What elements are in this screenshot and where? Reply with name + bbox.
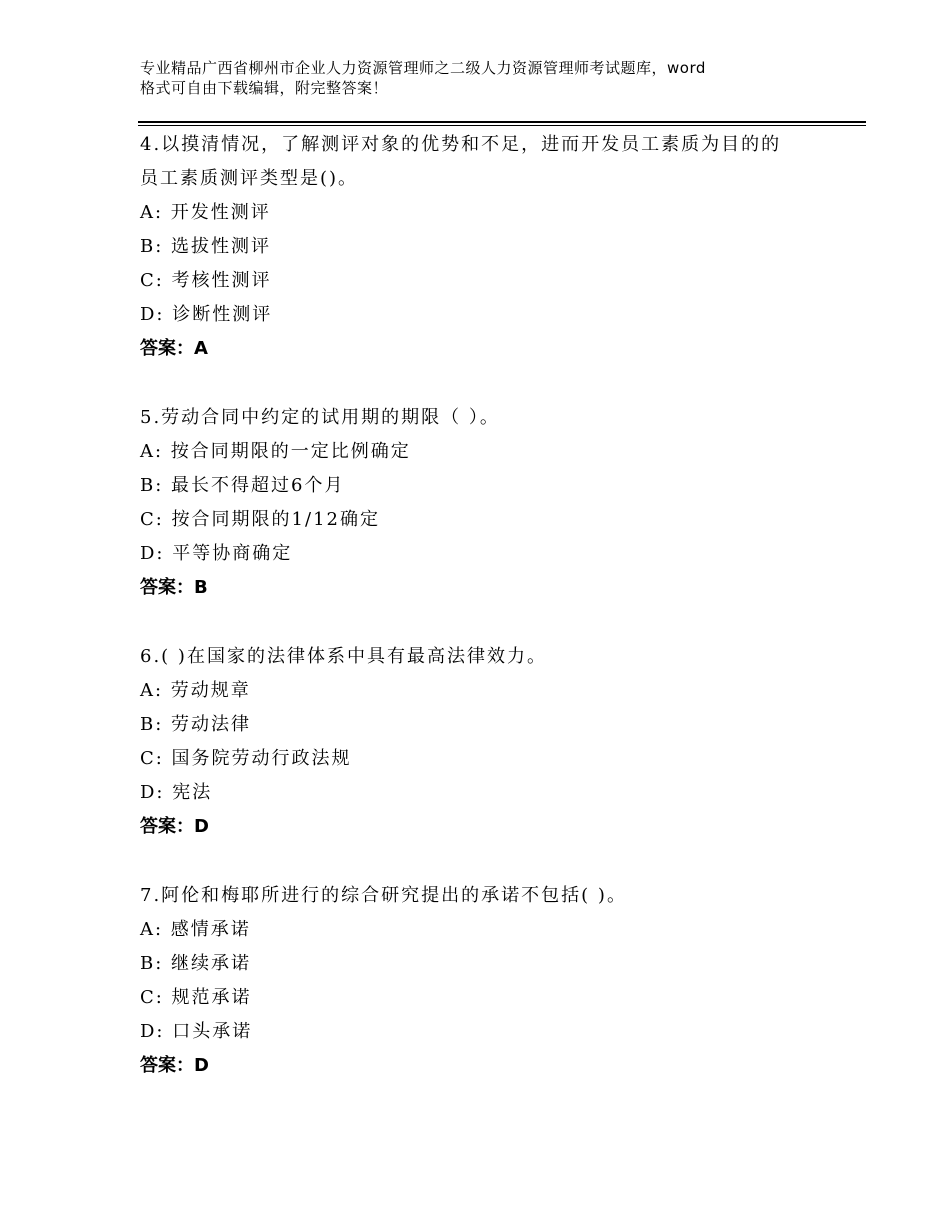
option-a: A: 开发性测评 [140,202,271,223]
header-rule-thick [138,121,866,123]
question-stem: 7.阿伦和梅耶所进行的综合研究提出的承诺不包括( )。 [140,885,627,906]
spacer [140,366,840,401]
question-5 [140,401,840,605]
option-d: D: 平等协商确定 [140,543,293,564]
option-d: D: 诊断性测评 [140,304,273,325]
question-7 [140,879,840,1083]
option-d: D: 宪法 [140,782,213,803]
spacer [140,605,840,640]
option-a: A: 感情承诺 [140,919,251,940]
option-c: C: 国务院劳动行政法规 [140,748,352,769]
answer-label: 答案：A [140,338,208,359]
option-b: B: 最长不得超过6个月 [140,475,345,496]
spacer [140,844,840,879]
option-b: B: 劳动法律 [140,714,252,735]
option-c: C: 规范承诺 [140,987,252,1008]
option-a: A: 劳动规章 [140,680,251,701]
header-line-1: 专业精品广西省柳州市企业人力资源管理师之二级人力资源管理师考试题库，word [140,59,706,77]
question-4 [140,128,840,366]
question-stem: 6.( )在国家的法律体系中具有最高法律效力。 [140,646,547,667]
option-b: B: 选拔性测评 [140,236,272,257]
answer-label: 答案：B [140,577,208,598]
header-rule-thin [138,125,866,126]
answer-label: 答案：D [140,1055,209,1076]
option-c: C: 按合同期限的1/12确定 [140,509,380,530]
option-d: D: 口头承诺 [140,1021,253,1042]
document-header [140,58,840,98]
question-stem: 4.以摸清情况，了解测评对象的优势和不足，进而开发员工素质为目的的员工素质测评类型是()。 [140,134,782,189]
question-stem: 5.劳动合同中约定的试用期的期限（ ）。 [140,407,500,428]
header-line-2: 格式可自由下载编辑，附完整答案！ [140,79,389,97]
option-b: B: 继续承诺 [140,953,252,974]
answer-label: 答案：D [140,816,209,837]
option-c: C: 考核性测评 [140,270,272,291]
question-6 [140,640,840,844]
question-list [140,128,840,1083]
option-a: A: 按合同期限的一定比例确定 [140,441,411,462]
